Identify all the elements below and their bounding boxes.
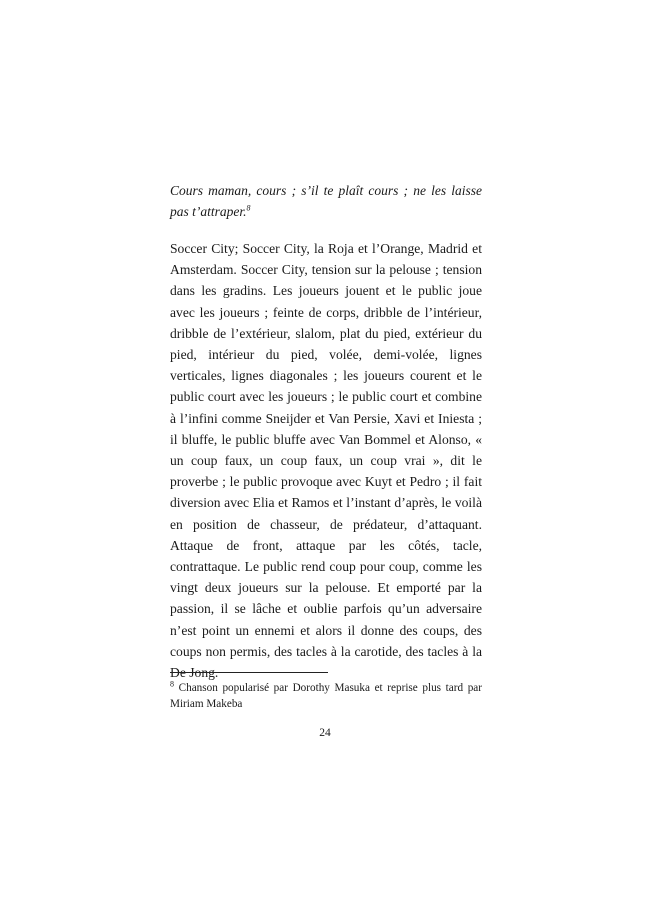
- epigraph-footnote-ref: 8: [246, 203, 251, 213]
- main-text-block: [170, 180, 482, 683]
- footnote-number: 8: [170, 679, 174, 689]
- footnote-text: Chanson popularisé par Dorothy Masuka et reprise plus tard par Miriam Makeba: [170, 682, 482, 710]
- page-number: 24: [319, 727, 331, 739]
- epigraph-text: Cours maman, cours ; s’il te plaît cours ; ne les laisse pas t’attraper.: [170, 183, 482, 219]
- footnote-separator: [170, 672, 328, 673]
- epigraph: [170, 180, 482, 222]
- footnote: [170, 680, 482, 712]
- body-paragraph: Soccer City; Soccer City, la Roja et l’Orange, Madrid et Amsterdam. Soccer City, tension sur la pelouse ; tension dans les gradins. Les joueurs jouent et le public joue avec les joueurs ; feinte de corps, dribble de l’intérieur, dribble de l’extérieur, slalom, plat du pied, extérieur du pied, intérieur du pied, volée, demi-volée, lignes verticales, lignes diagonales ; les joueurs courent et le public court avec les joueurs ; le public court et combine à l’infini comme Sneijder et Van Persie, Xavi et Iniesta ; il bluffe, le public bluffe avec Van Bommel et Alonso, « un coup faux, un coup faux, un coup vrai », dit le proverbe ; le public provoque avec Kuyt et Pedro ; il fait diversion avec Elia et Ramos et l’instant d’après, le voilà en position de chasseur, de prédateur, d’attaquant. Attaque de front, attaque par les côtés, tacle, contrattaque. Le public rend coup pour coup, comme les vingt deux joueurs sur la pelouse. Et emporté par la passion, il se lâche et oublie parfois qu’un adversaire n’est point un ennemi et alors il donne des coups, des coups non permis, des tacles à la carotide, des tacles à la De Jong.: [170, 241, 482, 681]
